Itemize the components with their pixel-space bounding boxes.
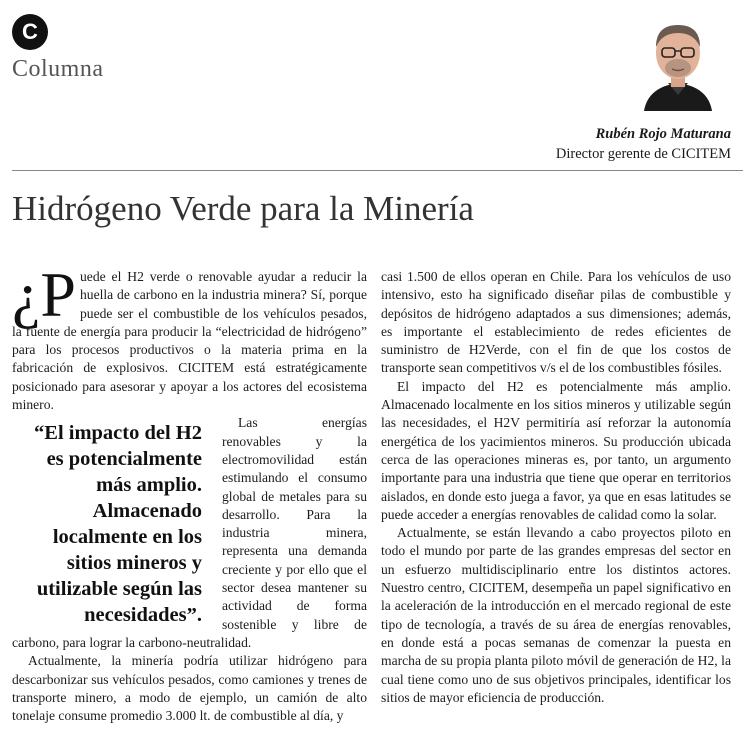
paragraph-4: El impacto del H2 es potencialmente más amplio. Almacenado localmente en los sitios mineros y utilizable según las necesidades, el H2V permitiría así reforzar la autonomía energética de los yacimientos mineros. Su producción ubicada cerca de las operaciones mineras es, por tanto, un argumento importante para una industria que tiene que operar en territorios aislados, en donde esto juega a favor, ya que en esas latitudes se puede acceder a energías renovables de calidad como la solar. [381, 378, 731, 522]
article-column-right [381, 268, 731, 707]
author-byline [556, 124, 731, 164]
paragraph-3: Actualmente, la minería podría utilizar hidrógeno para descarbonizar sus vehículos pesados, como camiones y trenes de transporte minero, a modo de ejemplo, un camión de alto tonelaje consume promedio 3.000 lt. de combustible al día, y [12, 653, 367, 724]
header-divider [12, 170, 743, 171]
pull-quote: “El impacto del H2 es potencialmente más amplio. Almacenado localmente en los sitios mineros y utilizable según las necesidades”. [34, 422, 202, 627]
paragraph-1-text: uede el H2 verde o renovable ayudar a reducir la huella de carbono en la industria minera? Sí, porque puede ser el combustible de los vehículos pesados, la fuente de energía para producir la “electricidad de hidrógeno” para los procesos productivos o la materia prima en la fabricación de explosivos. CICITEM está estratégicamente posicionado para asesorar y apoyar a los actores del ecosistema minero. [12, 269, 367, 413]
paragraph-3-continued: casi 1.500 de ellos operan en Chile. Para los vehículos de uso intensivo, esto ha significado diseñar pilas de combustible y depósitos de hidrógeno adaptados a sus dimensiones; además, es importante el establecimiento de redes eficientes de suministro de H2Verde, con el fin de que los costos de transporte sean competitivos v/s el de los combustibles fósiles. [381, 269, 731, 376]
article-column-left [12, 259, 367, 725]
paragraph-2: Las energías renovables y la electromovilidad están estimulando el consumo global de metales para su desarrollo. Para la industria minera, representa una demanda creciente y por ello que el sector desea mantener su actividad de forma sostenible y libre de carbono, para lograr la carbono-neutralidad. [12, 415, 367, 650]
paragraph-5: Actualmente, se están llevando a cabo proyectos piloto en todo el mundo por parte de las grandes empresas del sector en un esfuerzo multidisciplinario entre los distintos actores. Nuestro centro, CICITEM, desempeña un papel significativo en la aceleración de la introducción en el mercado regional de este tipo de tecnología, a través de su área de energías renovables, en donde está a pocas semanas de comenzar la puesta en marcha de su propia planta piloto móvil de generación de H2, la cual tiene como uno de sus objetivos principales, identificar los sitios de mayor eficiencia de producción. [381, 525, 731, 705]
author-photo [638, 17, 718, 111]
section-badge: C [12, 14, 48, 50]
drop-cap: ¿P [12, 259, 76, 330]
author-name: Rubén Rojo Maturana [595, 126, 731, 142]
author-role: Director gerente de CICITEM [555, 146, 731, 162]
article-title: Hidrógeno Verde para la Minería [12, 189, 474, 228]
section-label: Columna [12, 56, 104, 82]
paragraph-1 [12, 259, 367, 414]
